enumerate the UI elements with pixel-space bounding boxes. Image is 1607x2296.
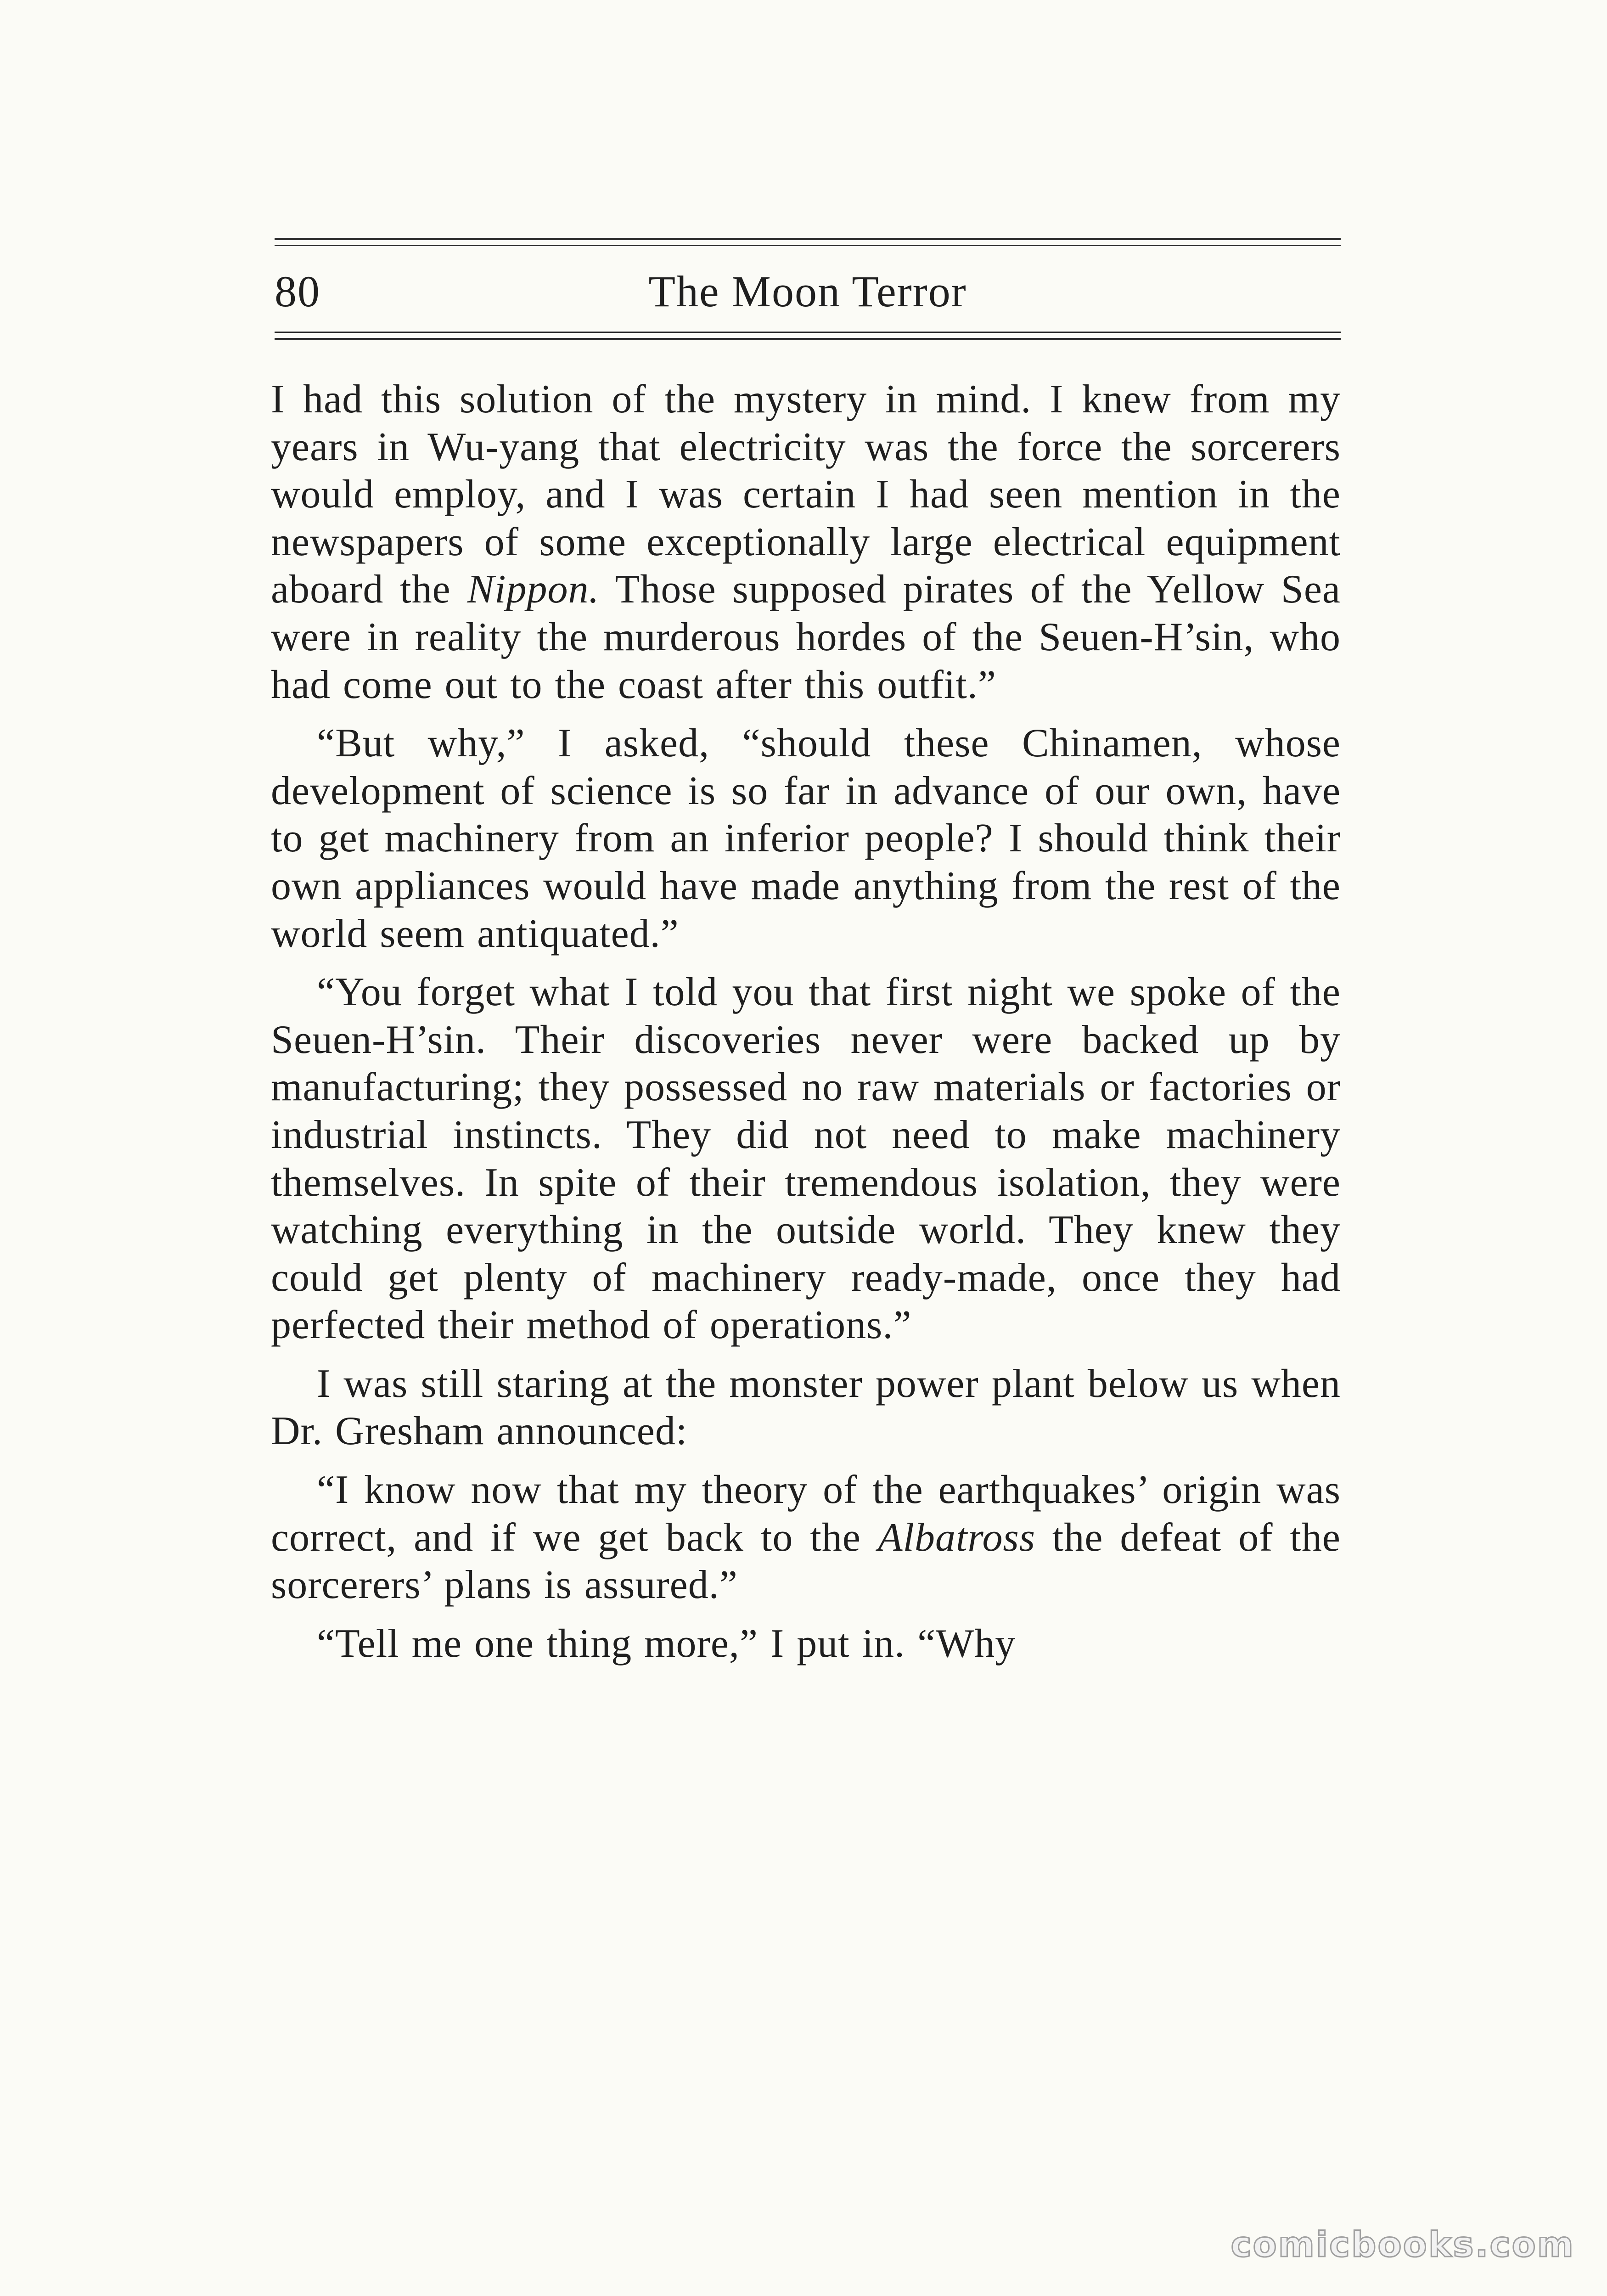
paragraph-6 [271,1620,1341,1668]
header-bottom-rule-thick [275,338,1341,340]
paragraph-3 [271,968,1341,1349]
paragraph-3-text: “You forget what I told you that first night we spoke of the Seuen-H’sin. Their discoveries never were backed up by manufacturing; they possessed no raw materials or factories or industrial instincts. They did not need to make machinery themselves. In spite of their tremendous isolation, they were watching everything in the outside world. They knew they could get plenty of machinery ready-made, once they had perfected their method of operations.” [271,970,1341,1348]
body-text [271,376,1341,1667]
paragraph-4 [271,1360,1341,1455]
running-header [275,262,1341,321]
page-number: 80 [275,267,320,316]
paragraph-5 [271,1466,1341,1609]
paragraph-1-text: I had this solution of the mystery in mind. I knew from my years in Wu-yang that electricity was the force the sorcerers would employ, and I was certain I had seen mention in the newspapers of some exceptionally large electrical equipment aboard the [271,377,1341,612]
running-title: The Moon Terror [648,267,967,316]
header-bottom-rule-thin [275,332,1341,333]
header-top-rule-thick [275,238,1341,240]
paragraph-1-text-after: Those supposed pirates of the Yellow Sea were in reality the murderous hordes of the Seuen-H’sin, who had come out to the coast after this outfit.” [271,567,1341,707]
paragraph-6-text: “Tell me one thing more,” I put in. “Why [317,1621,1016,1666]
paragraph-2 [271,720,1341,957]
ship-name-albatross: Albatross [877,1515,1035,1560]
site-watermark: comicbooks.com [1231,2224,1575,2265]
header-top-rule-thin [275,245,1341,246]
paragraph-5-text: “I know now that my theory of the earthquakes’ origin was correct, and if we get back to the [271,1468,1341,1560]
paragraph-4-text: I was still staring at the monster power plant below us when Dr. Gresham announced: [271,1361,1341,1454]
ship-name-nippon: Nippon. [467,567,600,612]
paragraph-5-text-after: the defeat of the sorcerers’ plans is assured.” [271,1515,1341,1608]
paragraph-2-text: “But why,” I asked, “should these Chinamen, whose development of science is so far in advance of our own, have to get machinery from an inferior people? I should think their own appliances would have made anything from the rest of the world seem antiquated.” [271,721,1341,956]
paragraph-1 [271,376,1341,709]
